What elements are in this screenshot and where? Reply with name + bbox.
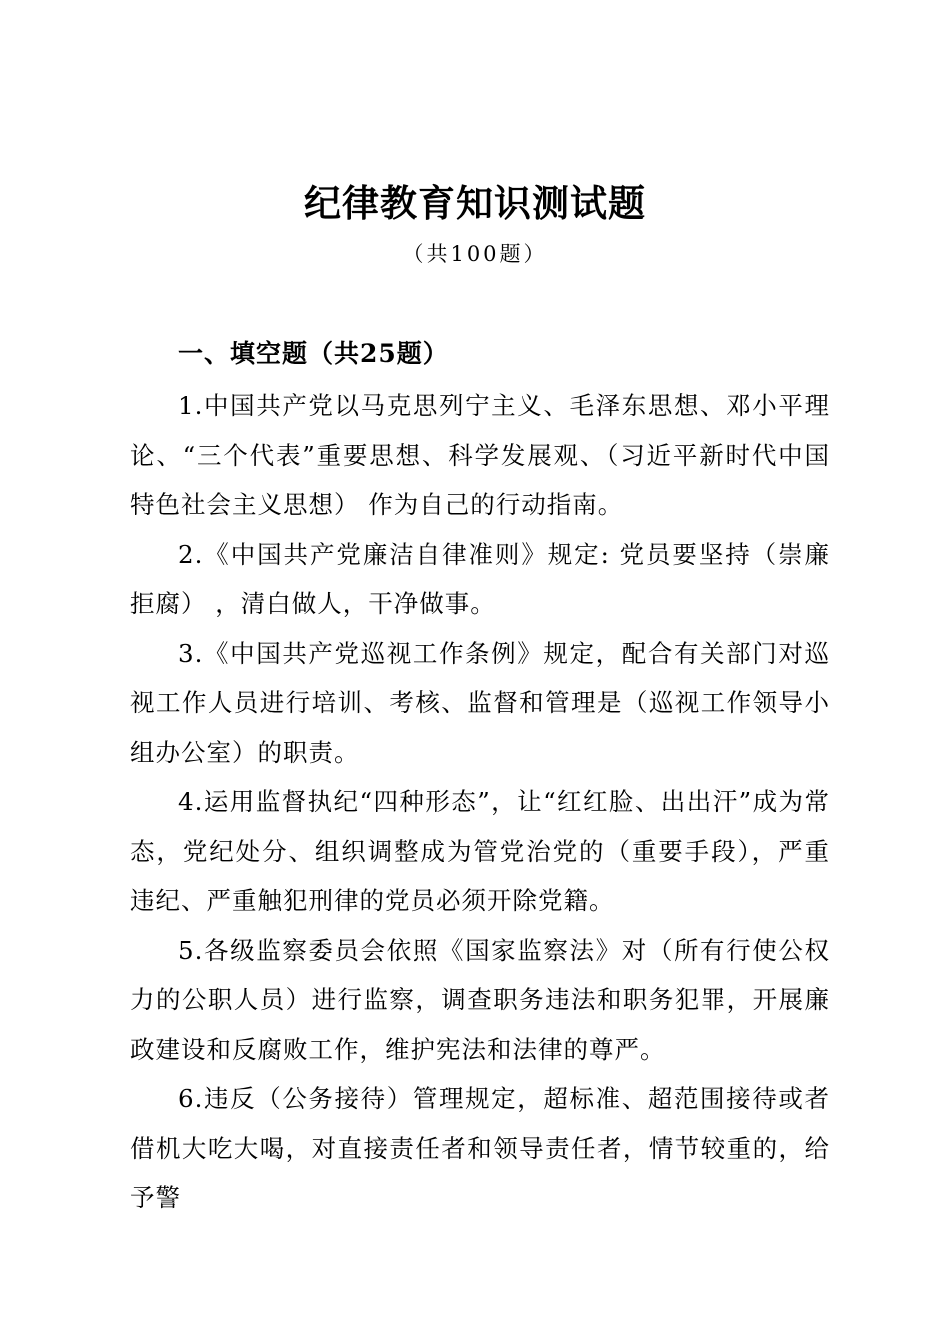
section-heading: 一、填空题（共25题）	[178, 339, 449, 368]
question-item: 4.运用监督执纪“四种形态”，让“红红脸、出出汗”成为常态，党纪处分、组织调整成为管党治党的（重要手段），严重违纪、严重触犯刑律的党员必须开除党籍。	[130, 787, 830, 915]
document-subtitle: （共100题）	[402, 242, 548, 266]
question-item: 2.《中国共产党廉洁自律准则》规定: 党员要坚持（崇廉拒腐） ，清白做人，干净做事。	[130, 539, 830, 618]
question-item: 3.《中国共产党巡视工作条例》规定，配合有关部门对巡视工作人员进行培训、考核、监督和管理是（巡视工作领导小组办公室）的职责。	[130, 638, 830, 767]
question-item: 6.违反（公务接待）管理规定，超标准、超范围接待或者借机大吃大喝，对直接责任者和领导责任者，情节较重的，给予警	[130, 1084, 830, 1212]
document-title: 纪律教育知识测试题	[304, 181, 646, 225]
question-list	[130, 381, 830, 1223]
question-item: 1.中国共产党以马克思列宁主义、毛泽东思想、邓小平理论、“三个代表”重要思想、科学发展观、（习近平新时代中国特色社会主义思想） 作为自己的行动指南。	[130, 391, 830, 519]
question-item: 5.各级监察委员会依照《国家监察法》对（所有行使公权力的公职人员）进行监察，调查职务违法和职务犯罪，开展廉政建设和反腐败工作，维护宪法和法律的尊严。	[130, 935, 830, 1064]
